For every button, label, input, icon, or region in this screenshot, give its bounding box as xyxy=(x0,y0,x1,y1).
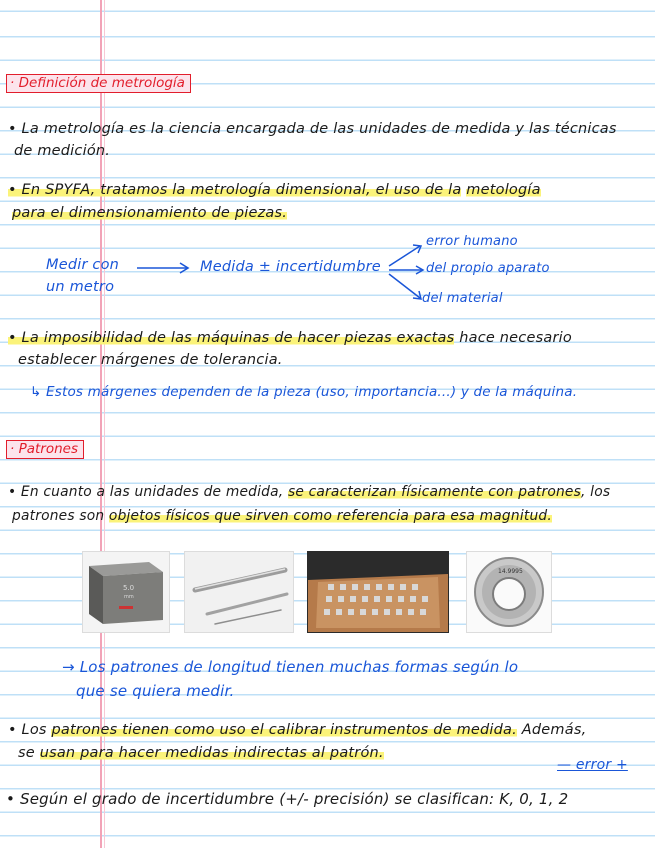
diagram-middle: Medida ± incertidumbre xyxy=(200,259,381,275)
patrones-p1-line2-highlight: objetos físicos que sirven como referencia para esa magnitud. xyxy=(108,508,552,524)
tolerance-note: ↳ Estos márgenes dependen de la pieza (uso, importancia...) y de la máquina. xyxy=(30,384,578,400)
patrones-p2-highlight: patrones tienen como uso el calibrar instrumentos de medida. xyxy=(51,722,517,738)
ring-gauge-value: 14.9995 xyxy=(498,568,523,575)
gauge-block-unit: mm xyxy=(124,594,134,600)
gauge-block-photo xyxy=(82,551,170,633)
paragraph-3-highlight: • La imposibilidad de las máquinas de hacer piezas exactas xyxy=(8,330,455,346)
diagram-branch-mid: del propio aparato xyxy=(426,261,550,276)
diagram-left-line-2: un metro xyxy=(46,279,115,295)
patrones-paragraph-3: • Según el grado de incertidumbre (+/- precisión) se clasifican: K, 0, 1, 2 xyxy=(6,790,569,808)
paragraph-3-line-2: establecer márgenes de tolerancia. xyxy=(18,352,283,368)
patrones-p1-end: , los xyxy=(581,484,611,500)
patrones-p2-start: • Los xyxy=(8,722,47,738)
patrones-note-line-1: → Los patrones de longitud tienen muchas formas según lo xyxy=(62,658,519,676)
gauge-block-value: 5.0 xyxy=(123,584,135,592)
patrones-p2-line2-highlight: usan para hacer medidas indirectas al patrón. xyxy=(39,745,384,761)
paragraph-3-line-1 xyxy=(8,330,572,346)
paragraph-2-line-1-text: • En SPYFA, tratamos la metrología dimensional, el uso de la xyxy=(8,182,462,198)
heading-definicion-metrologia: · Definición de metrología xyxy=(6,74,191,93)
patrones-p2-line2-start: se xyxy=(18,745,35,761)
patrones-p1-highlight: se caracterizan físicamente con patrones xyxy=(287,484,582,500)
patrones-p2-end: Además, xyxy=(521,722,587,738)
diagram-branch-top: error humano xyxy=(426,234,518,249)
ring-gauge-photo xyxy=(466,551,552,633)
patrones-p1-line2-start: patrones son xyxy=(12,508,105,524)
paragraph-2-line-2: para el dimensionamiento de piezas. xyxy=(12,205,288,221)
paragraph-1-line-1: • La metrología es la ciencia encargada de las unidades de medida y las técnicas xyxy=(8,121,617,137)
diagram-left-line-1: Medir con xyxy=(46,257,120,273)
gauge-pins-photo xyxy=(184,551,294,633)
paragraph-2-line-1-tail: metología xyxy=(466,182,541,198)
diagram-branch-bottom: del material xyxy=(422,291,503,306)
gauge-block-set-photo xyxy=(307,551,449,633)
patrones-paragraph-2-line-2 xyxy=(18,745,384,761)
patrones-paragraph-1-line-2 xyxy=(12,508,552,524)
error-label: — error + xyxy=(557,757,628,773)
patrones-p1-start: • En cuanto a las unidades de medida, xyxy=(8,484,284,500)
paragraph-2-line-1 xyxy=(8,182,541,198)
paragraph-1-line-2: de medición. xyxy=(14,143,111,159)
patrones-paragraph-2-line-1 xyxy=(8,722,586,738)
patrones-paragraph-1-line-1 xyxy=(8,484,610,500)
paragraph-3-tail: hace necesario xyxy=(459,330,572,346)
patrones-note-line-2: que se quiera medir. xyxy=(76,682,235,700)
arrow-right-icon xyxy=(135,259,195,277)
heading-patrones: · Patrones xyxy=(6,440,84,459)
